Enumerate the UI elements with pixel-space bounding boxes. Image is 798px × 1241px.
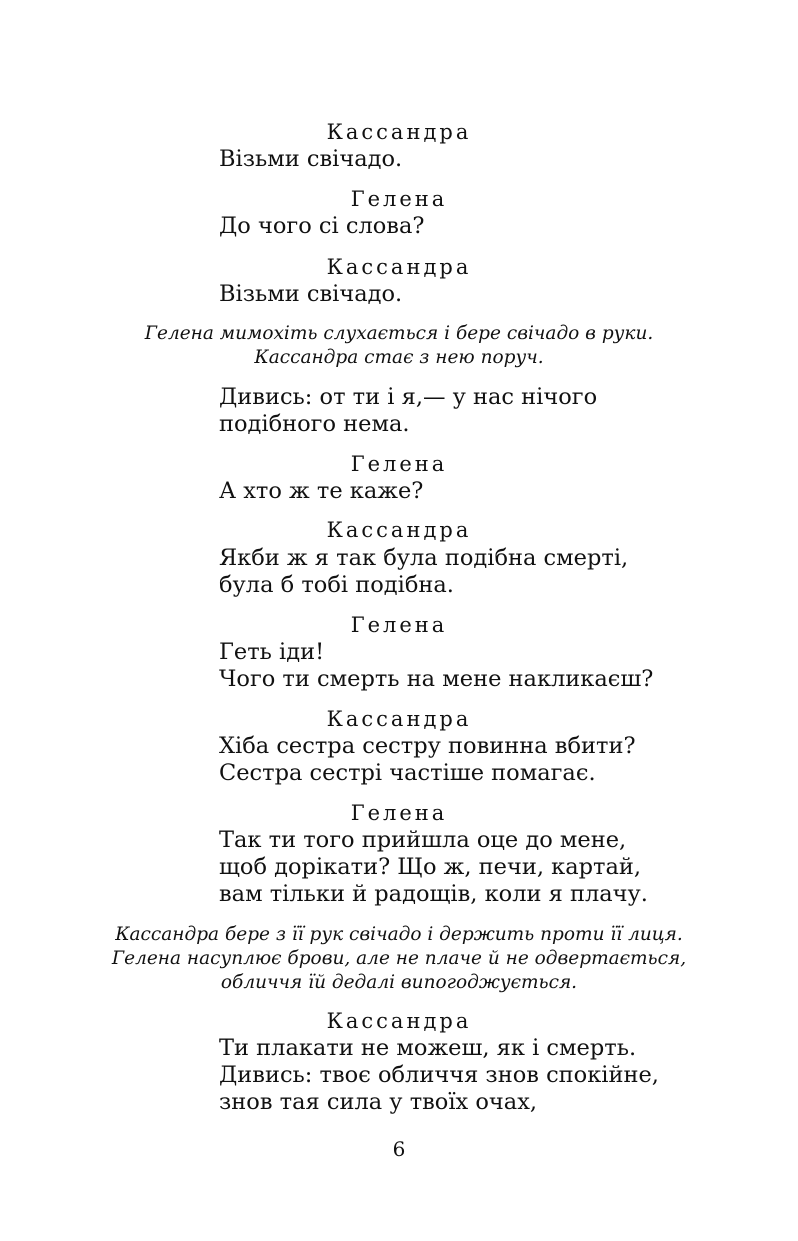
stage-direction-line: Гелена насуплює брови, але не плаче й не одвертається,: [111, 948, 687, 969]
speech-line: Дивись: от ти і я,— у нас нічого: [219, 384, 598, 410]
stage-direction-line: Гелена мимохіть слухається і бере свічадо в руки.: [144, 323, 654, 344]
stage-direction-line: обличчя їй дедалі випогоджується.: [220, 972, 578, 993]
speech-line: щоб дорікати? Що ж, печи, картай,: [219, 854, 642, 880]
speaker-name: Кассандра: [326, 518, 472, 542]
speech-line: Ти плакати не можеш, як і смерть.: [219, 1035, 637, 1061]
speech-line: До чого сі слова?: [219, 213, 425, 239]
speech-line: була б тобі подібна.: [219, 572, 454, 598]
speaker-name: Кассандра: [326, 707, 472, 731]
page-number: 6: [392, 1137, 406, 1161]
speech-line: вам тільки й радощів, коли я плачу.: [219, 881, 648, 907]
stage-direction-line: Кассандра стає з нею поруч.: [254, 347, 544, 368]
speech-line: Дивись: твоє обличчя знов спокійне,: [219, 1062, 659, 1088]
speaker-name: Гелена: [350, 452, 448, 476]
speaker-name: Гелена: [350, 187, 448, 211]
speaker-name: Кассандра: [326, 255, 472, 279]
speaker-name: Гелена: [350, 613, 448, 637]
speech-line: Візьми свічадо.: [219, 146, 403, 172]
speech-line: Візьми свічадо.: [219, 281, 403, 307]
speech-line: Хіба сестра сестру повинна вбити?: [219, 733, 636, 759]
speech-line: подібного нема.: [219, 411, 410, 437]
speech-line: знов тая сила у твоїх очах,: [219, 1089, 538, 1115]
speaker-name: Кассандра: [326, 120, 472, 144]
speech-line: Так ти того прийшла оце до мене,: [219, 827, 627, 853]
speech-line: Якби ж я так була подібна смерті,: [219, 545, 629, 571]
speech-line: Геть іди!: [219, 639, 325, 665]
speech-line: Сестра сестрі частіше помагає.: [219, 760, 596, 786]
speech-line: Чого ти смерть на мене накликаєш?: [219, 666, 654, 692]
speaker-name: Кассандра: [326, 1009, 472, 1033]
speech-line: А хто ж те каже?: [219, 478, 424, 504]
stage-direction-line: Кассандра бере з її рук свічадо і держить проти її лиця.: [115, 924, 683, 945]
speaker-name: Гелена: [350, 801, 448, 825]
